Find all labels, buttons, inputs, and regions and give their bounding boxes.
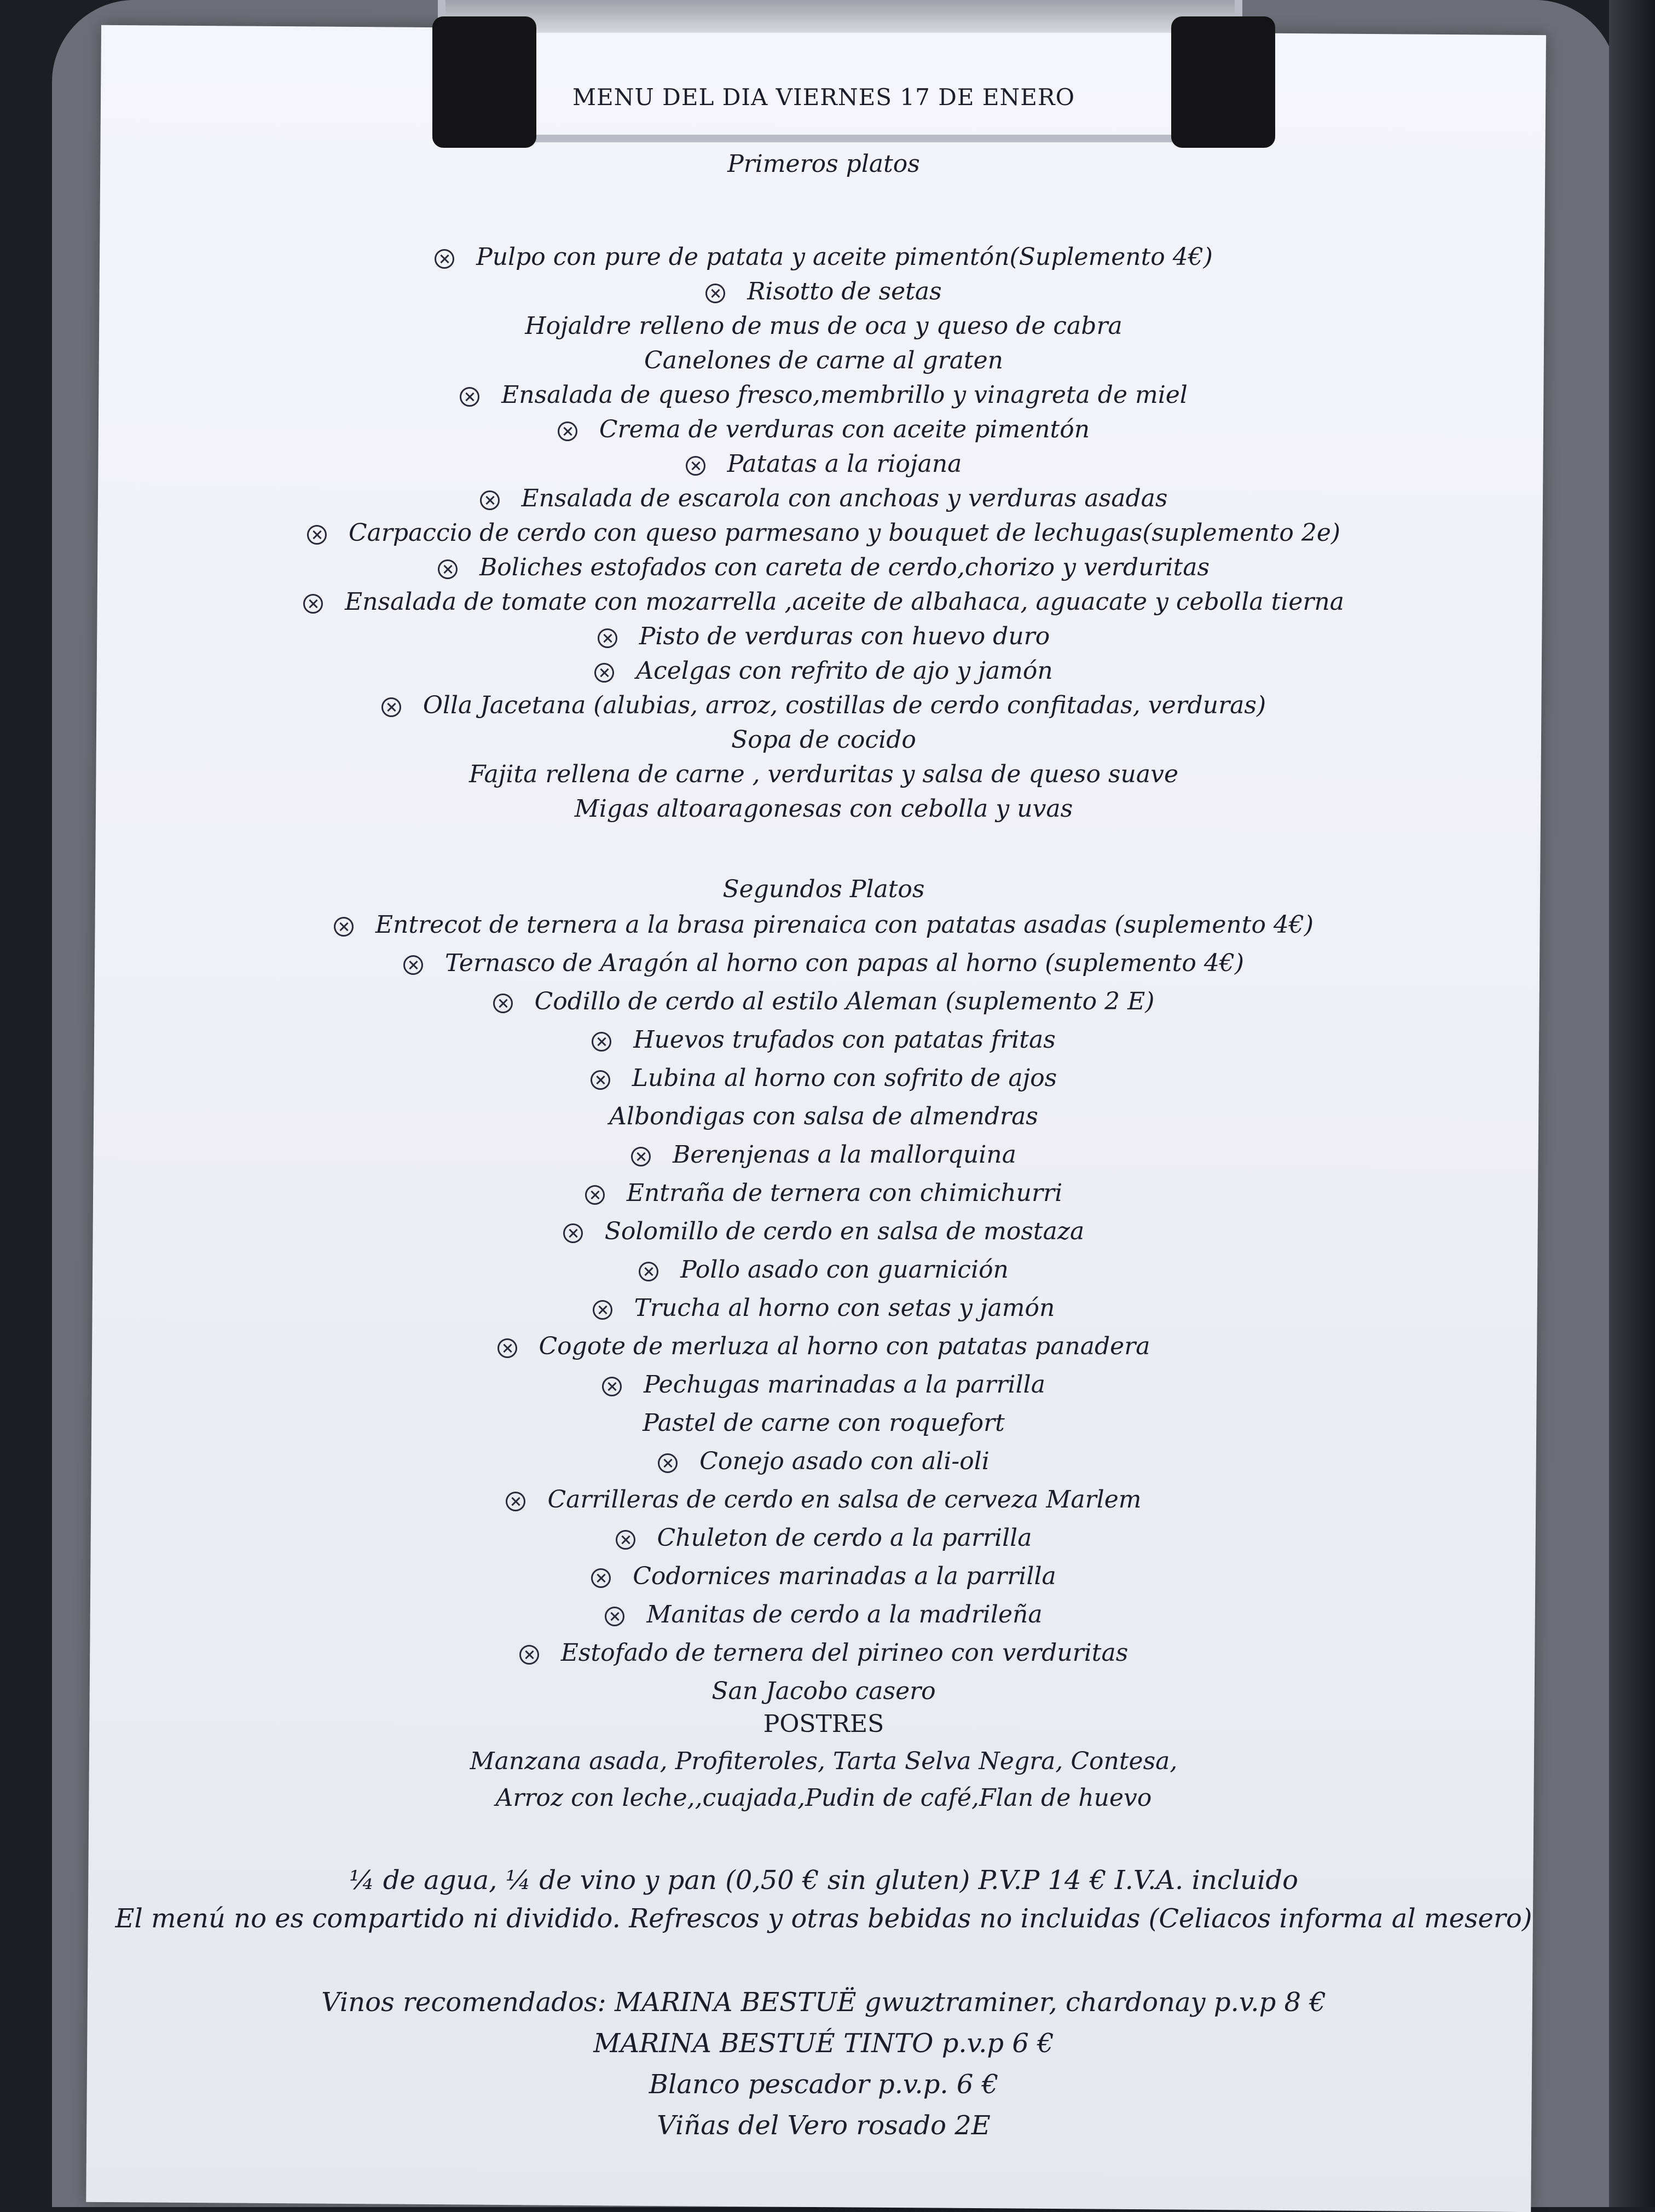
crossed-circle-icon [460, 387, 479, 407]
primero-dish-text: Canelones de carne al graten [644, 346, 1004, 374]
table-edge [1609, 0, 1655, 2207]
segundo-dish [101, 909, 1546, 942]
primero-dish-text: Fajita rellena de carne , verduritas y salsa de queso suave [468, 760, 1179, 788]
primero-dish-text: Ensalada de tomate con mozarrella ,aceite de albahaca, aguacate y cebolla tierna [344, 588, 1345, 616]
segundo-dish [101, 1177, 1546, 1210]
crossed-circle-icon [334, 917, 354, 937]
primero-dish [101, 586, 1546, 619]
crossed-circle-icon [438, 559, 458, 579]
segundo-dish-text: Pollo asado con guarnición [680, 1256, 1009, 1284]
primero-dish [101, 275, 1546, 308]
primero-dish [101, 689, 1546, 722]
crossed-circle-icon [307, 525, 327, 545]
wine-line: Vinos recomendados: MARINA BESTUË gwuztraminer, chardonay p.v.p 8 € [321, 1987, 1326, 2018]
primero-dish-text: Olla Jacetana (alubias, arroz, costillas de cerdo confitadas, verduras) [423, 691, 1266, 719]
primero-dish [101, 344, 1546, 377]
segundo-dish [101, 1483, 1546, 1516]
crossed-circle-icon [403, 955, 423, 975]
postres-line: Arroz con leche,,cuajada,Pudin de café,Flan de huevo [495, 1784, 1152, 1812]
primero-dish [101, 379, 1546, 412]
segundo-dish-text: Chuleton de cerdo a la parrilla [657, 1524, 1032, 1552]
primero-dish [101, 482, 1546, 515]
segundo-dish-text: Lubina al horno con sofrito de ajos [632, 1064, 1057, 1092]
crossed-circle-icon [563, 1223, 583, 1243]
segundo-dish [101, 947, 1546, 980]
segundo-dish [101, 1560, 1546, 1593]
segundo-dish-text: Entrecot de ternera a la brasa pirenaica con patatas asadas (suplemento 4€) [375, 911, 1314, 939]
crossed-circle-icon [493, 994, 513, 1013]
segundo-dish [101, 1062, 1546, 1095]
primero-dish-text: Pulpo con pure de patata y aceite pimentón(Suplemento 4€) [476, 243, 1213, 271]
segundo-dish-text: Manitas de cerdo a la madrileña [646, 1601, 1043, 1628]
segundo-dish-text: Cogote de merluza al horno con patatas panadera [539, 1332, 1150, 1360]
segundo-dish-text: Codillo de cerdo al estilo Aleman (suplemento 2 E) [534, 987, 1155, 1015]
primero-dish-text: Sopa de cocido [731, 726, 916, 754]
segundo-dish [101, 1637, 1546, 1670]
segundo-dish [101, 1368, 1546, 1401]
primero-dish [101, 655, 1546, 688]
primero-dish-text: Pisto de verduras con huevo duro [639, 622, 1050, 650]
primero-dish [101, 517, 1546, 550]
segundo-dish [101, 985, 1546, 1018]
primero-dish-text: Acelgas con refrito de ajo y jamón [636, 657, 1053, 685]
crossed-circle-icon [591, 1070, 610, 1090]
crossed-circle-icon [591, 1568, 611, 1588]
wine-line: MARINA BESTUÉ TINTO p.v.p 6 € [593, 2028, 1054, 2059]
segundo-dish-text: San Jacobo casero [711, 1677, 936, 1705]
primero-dish-text: Hojaldre relleno de mus de oca y queso de cabra [525, 312, 1122, 340]
segundo-dish-text: Estofado de ternera del pirineo con verduritas [560, 1639, 1129, 1667]
primero-dish-text: Risotto de setas [747, 278, 942, 305]
crossed-circle-icon [519, 1645, 539, 1665]
primero-dish [101, 551, 1546, 584]
wine-line: Viñas del Vero rosado 2E [657, 2110, 991, 2141]
primero-dish-text: Carpaccio de cerdo con queso parmesano y bouquet de lechugas(suplemento 2e) [348, 519, 1341, 547]
primero-dish [101, 448, 1546, 481]
crossed-circle-icon [602, 1377, 622, 1396]
crossed-circle-icon [585, 1185, 605, 1205]
primero-dish [101, 241, 1546, 274]
crossed-circle-icon [686, 456, 705, 476]
primero-dish-text: Crema de verduras con aceite pimentón [599, 415, 1090, 443]
segundo-dish-text: Solomillo de cerdo en salsa de mostaza [604, 1217, 1085, 1245]
primero-dish-text: Ensalada de escarola con anchoas y verduras asadas [521, 484, 1168, 512]
segundo-dish-text: Conejo asado con ali-oli [699, 1447, 989, 1475]
postres-heading: POSTRES [763, 1710, 884, 1738]
crossed-circle-icon [558, 421, 577, 441]
segundo-dish [101, 1139, 1546, 1171]
primero-dish [101, 793, 1546, 825]
primeros-heading: Primeros platos [727, 150, 920, 178]
segundo-dish [101, 1215, 1546, 1248]
crossed-circle-icon [593, 1300, 612, 1320]
segundo-dish [101, 1330, 1546, 1363]
segundo-dish-text: Berenjenas a la mallorquina [673, 1141, 1016, 1169]
crossed-circle-icon [605, 1607, 624, 1626]
crossed-circle-icon [480, 490, 500, 510]
primero-dish [101, 413, 1546, 446]
segundo-dish-text: Huevos trufados con patatas fritas [633, 1026, 1056, 1054]
primero-dish [101, 620, 1546, 653]
primero-dish [101, 724, 1546, 756]
segundo-dish [101, 1675, 1546, 1708]
crossed-circle-icon [497, 1338, 517, 1358]
crossed-circle-icon [506, 1492, 525, 1511]
menu-title: MENU DEL DIA VIERNES 17 DE ENERO [572, 84, 1075, 111]
crossed-circle-icon [658, 1453, 678, 1473]
crossed-circle-icon [616, 1530, 635, 1550]
segundo-dish [101, 1292, 1546, 1325]
crossed-circle-icon [303, 594, 323, 614]
segundo-dish [101, 1100, 1546, 1133]
crossed-circle-icon [594, 663, 614, 683]
primero-dish-text: Ensalada de queso fresco,membrillo y vinagreta de miel [501, 381, 1188, 409]
segundo-dish-text: Pechugas marinadas a la parrilla [644, 1371, 1045, 1399]
primero-dish-text: Patatas a la riojana [727, 450, 962, 478]
price-line: ¼ de agua, ¼ de vino y pan (0,50 € sin gluten) P.V.P 14 € I.V.A. incluido [349, 1865, 1298, 1896]
primero-dish-text: Boliches estofados con careta de cerdo,chorizo y verduritas [479, 553, 1210, 581]
primero-dish [101, 758, 1546, 791]
wine-line: Blanco pescador p.v.p. 6 € [649, 2069, 999, 2100]
crossed-circle-icon [435, 249, 454, 269]
segundo-dish-text: Entraña de ternera con chimichurri [626, 1179, 1063, 1207]
primero-dish-text: Migas altoaragonesas con cebolla y uvas [574, 795, 1073, 823]
segundo-dish [101, 1024, 1546, 1056]
notice-line: El menú no es compartido ni dividido. Refrescos y otras bebidas no incluidas (Celiacos informa al mesero) [115, 1903, 1532, 1934]
primero-dish [101, 310, 1546, 343]
crossed-circle-icon [381, 697, 401, 717]
crossed-circle-icon [598, 628, 617, 648]
segundos-heading: Segundos Platos [722, 875, 925, 903]
segundo-dish [101, 1445, 1546, 1478]
segundo-dish-text: Carrilleras de cerdo en salsa de cerveza Marlem [547, 1486, 1142, 1514]
segundo-dish [101, 1598, 1546, 1631]
crossed-circle-icon [705, 284, 725, 303]
segundo-dish-text: Codornices marinadas a la parrilla [633, 1562, 1056, 1590]
segundo-dish [101, 1407, 1546, 1440]
segundo-dish [101, 1254, 1546, 1286]
clipboard-wire [438, 0, 1242, 142]
segundo-dish [101, 1522, 1546, 1555]
crossed-circle-icon [592, 1032, 611, 1052]
crossed-circle-icon [639, 1262, 658, 1281]
segundo-dish-text: Ternasco de Aragón al horno con papas al horno (suplemento 4€) [444, 949, 1244, 977]
segundo-dish-text: Pastel de carne con roquefort [643, 1409, 1005, 1437]
segundo-dish-text: Albondigas con salsa de almendras [609, 1102, 1038, 1130]
postres-line: Manzana asada, Profiteroles, Tarta Selva Negra, Contesa, [470, 1747, 1178, 1775]
crossed-circle-icon [631, 1147, 651, 1166]
segundo-dish-text: Trucha al horno con setas y jamón [634, 1294, 1055, 1322]
